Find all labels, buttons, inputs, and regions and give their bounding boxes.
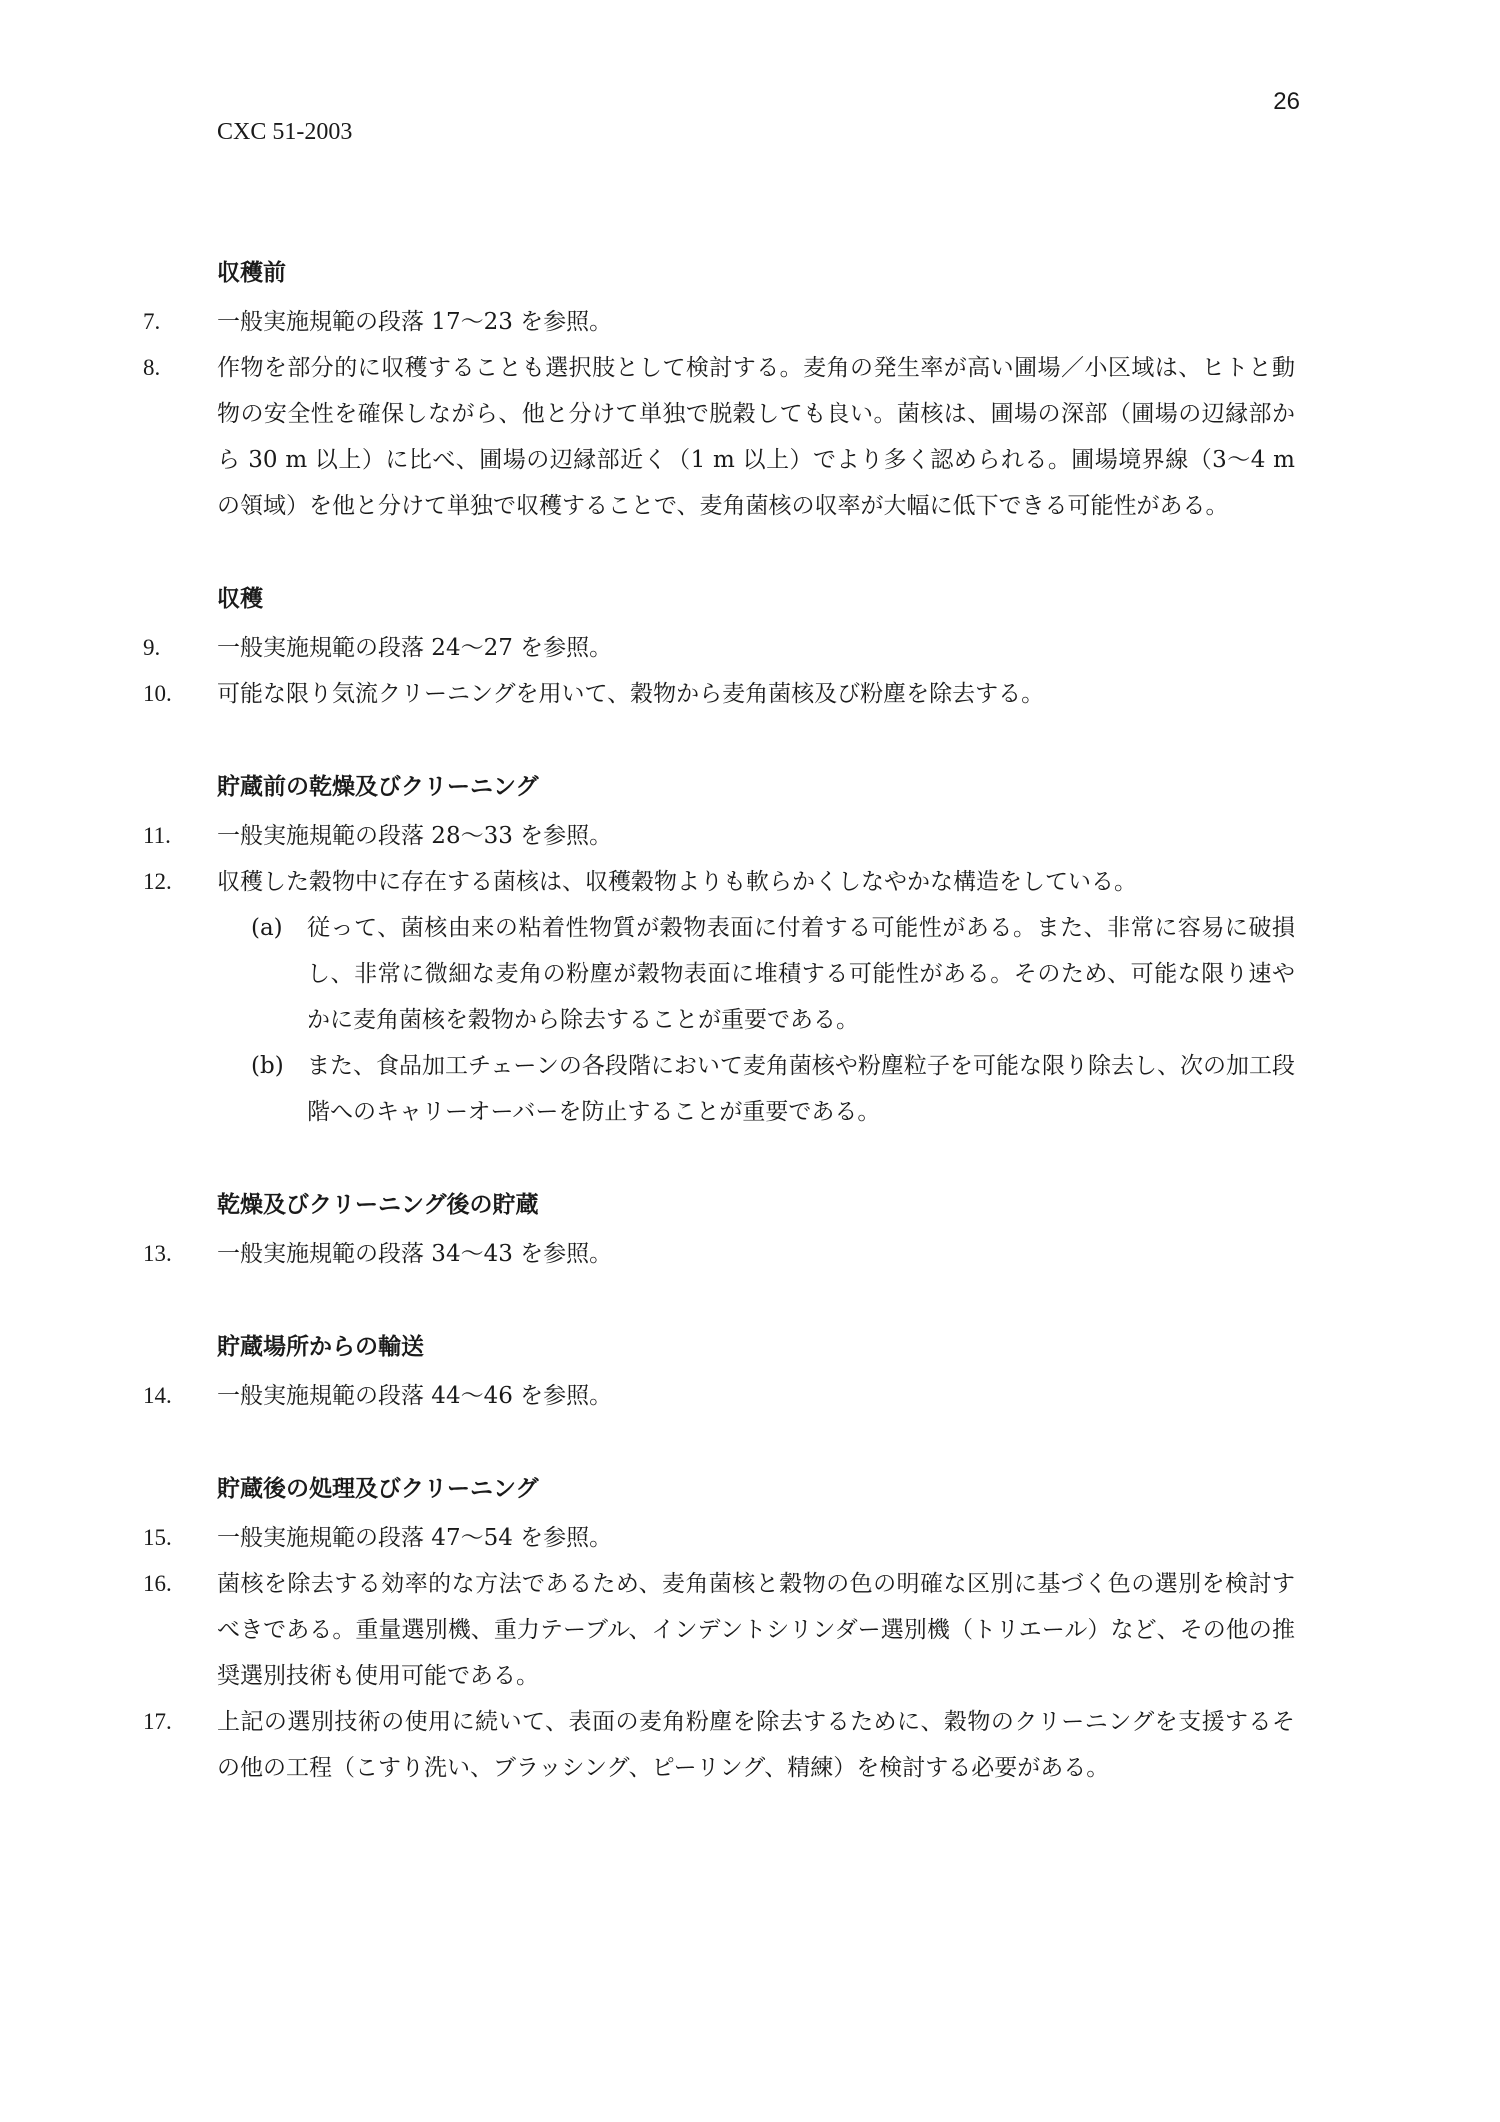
paragraph-number: 15. xyxy=(143,1525,172,1550)
paragraph-number: 11. xyxy=(143,823,171,848)
paragraph-number: 8. xyxy=(143,355,161,380)
section-processing-after-storage xyxy=(0,1469,1500,1791)
paragraph-text: 収穫した穀物中に存在する菌核は、収穫穀物よりも軟らかくしなやかな構造をしている。 xyxy=(217,869,1137,895)
paragraph-text: 一般実施規範の段落 17～23 を参照。 xyxy=(217,309,613,335)
paragraph-text: 可能な限り気流クリーニングを用いて、穀物から麦角菌核及び粉塵を除去する。 xyxy=(217,681,1045,707)
section-heading: 乾燥及びクリーニング後の貯蔵 xyxy=(217,1191,539,1218)
paragraph-text: 一般実施規範の段落 24～27 を参照。 xyxy=(217,635,613,661)
section-transport-from-storage xyxy=(0,1327,1500,1419)
paragraph xyxy=(0,345,1500,529)
paragraph-text: 一般実施規範の段落 44～46 を参照。 xyxy=(217,1383,613,1409)
paragraph-number: 14. xyxy=(143,1383,172,1408)
document-code: CXC 51-2003 xyxy=(217,119,353,145)
paragraph xyxy=(0,625,1500,671)
paragraph xyxy=(0,299,1500,345)
sub-item-label: (b) xyxy=(251,1053,284,1079)
section-drying-cleaning-before-storage xyxy=(0,767,1500,1135)
paragraph-number: 7. xyxy=(143,309,161,334)
paragraph xyxy=(0,1699,1500,1791)
document-body xyxy=(0,253,1500,1791)
sub-item xyxy=(217,905,1500,1043)
paragraph xyxy=(0,1231,1500,1277)
section-harvest xyxy=(0,579,1500,717)
section-storage-after-drying xyxy=(0,1185,1500,1277)
section-heading: 収穫前 xyxy=(217,259,286,286)
page-number: 26 xyxy=(1273,88,1300,115)
section-pre-harvest xyxy=(0,253,1500,529)
paragraph xyxy=(0,1561,1500,1699)
sub-item-label: (a) xyxy=(251,915,283,941)
paragraph-text: 作物を部分的に収穫することも選択肢として検討する。麦角の発生率が高い圃場／小区域は、ヒトと動物の安全性を確保しながら、他と分けて単独で脱穀しても良い。菌核は、圃場の深部（圃場の辺縁部から 30 m 以上）に比べ、圃場の辺縁部近く（1 m 以上）でより多く認められる。圃場境界線（3～4 m の領域）を他と分けて単独で収穫することで、麦角菌核の収率が大幅に低下できる可能性がある。 xyxy=(217,355,1296,519)
paragraph-text: 一般実施規範の段落 34～43 を参照。 xyxy=(217,1241,613,1267)
paragraph xyxy=(0,671,1500,717)
paragraph-number: 12. xyxy=(143,869,172,894)
paragraph-number: 10. xyxy=(143,681,172,706)
section-heading: 貯蔵前の乾燥及びクリーニング xyxy=(217,773,539,800)
paragraph-number: 17. xyxy=(143,1709,172,1734)
paragraph-text: 一般実施規範の段落 47～54 を参照。 xyxy=(217,1525,613,1551)
sub-item-text: 従って、菌核由来の粘着性物質が穀物表面に付着する可能性がある。また、非常に容易に破損し、非常に微細な麦角の粉塵が穀物表面に堆積する可能性がある。そのため、可能な限り速やかに麦角菌核を穀物から除去することが重要である。 xyxy=(307,915,1295,1033)
section-heading: 収穫 xyxy=(217,585,263,612)
paragraph xyxy=(0,1515,1500,1561)
paragraph-text: 菌核を除去する効率的な方法であるため、麦角菌核と穀物の色の明確な区別に基づく色の選別を検討すべきである。重量選別機、重力テーブル、インデントシリンダー選別機（トリエール）など、その他の推奨選別技術も使用可能である。 xyxy=(217,1571,1295,1689)
sub-item-text: また、食品加工チェーンの各段階において麦角菌核や粉塵粒子を可能な限り除去し、次の加工段階へのキャリーオーバーを防止することが重要である。 xyxy=(307,1053,1295,1125)
section-heading: 貯蔵後の処理及びクリーニング xyxy=(217,1475,539,1502)
paragraph xyxy=(0,1373,1500,1419)
paragraph-text: 上記の選別技術の使用に続いて、表面の麦角粉塵を除去するために、穀物のクリーニングを支援するその他の工程（こすり洗い、ブラッシング、ピーリング、精練）を検討する必要がある。 xyxy=(217,1709,1295,1781)
paragraph-number: 16. xyxy=(143,1571,172,1596)
paragraph-number: 13. xyxy=(143,1241,172,1266)
section-heading: 貯蔵場所からの輸送 xyxy=(217,1333,424,1360)
paragraph-text: 一般実施規範の段落 28～33 を参照。 xyxy=(217,823,613,849)
paragraph xyxy=(0,813,1500,859)
sub-item xyxy=(217,1043,1500,1135)
paragraph xyxy=(0,859,1500,905)
paragraph-number: 9. xyxy=(143,635,161,660)
